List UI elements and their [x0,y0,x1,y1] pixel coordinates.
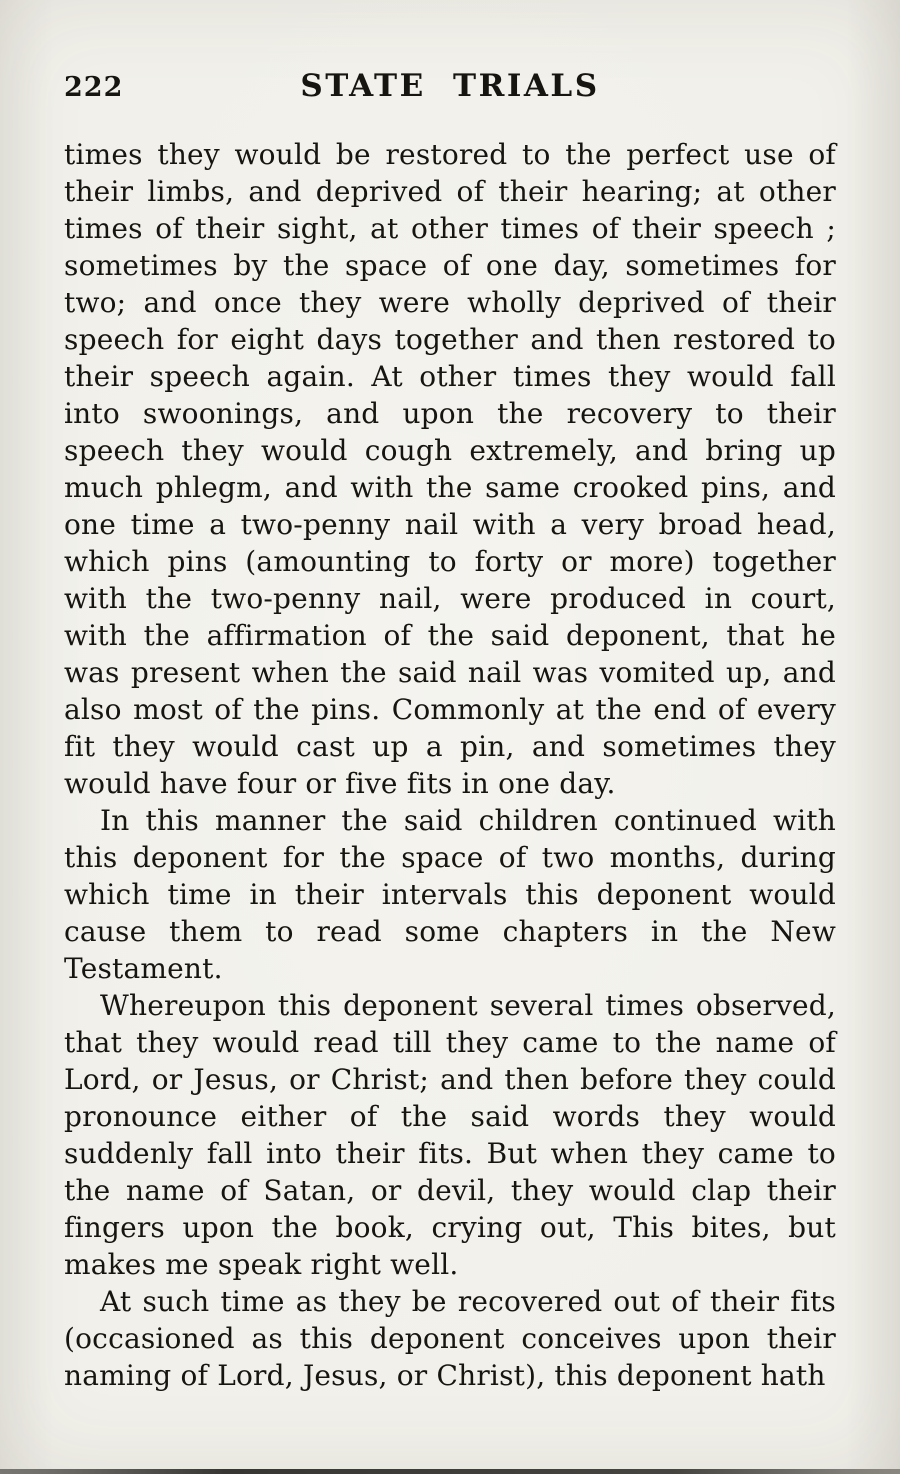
running-title: STATE TRIALS [300,68,600,104]
body-paragraph: In this manner the said children continued with this deponent for the space of two months, during which time in their intervals this deponent would cause them to read some chapters in the New Testament. [64,804,836,985]
page-body [64,136,836,1394]
scan-edge-artifact [0,1469,900,1474]
body-paragraph: times they would be restored to the perfect use of their limbs, and deprived of their hearing; at other times of their sight, at other times of their speech ; sometimes by the space of one day, sometimes for two; and once they were wholly deprived of their speech for eight days together and then restored to their speech again. At other times they would fall into swoonings, and upon the recovery to their speech they would cough extremely, and bring up much phlegm, and with the same crooked pins, and one time a two-penny nail with a very broad head, which pins (amounting to forty or more) together with the two-penny nail, were produced in court, with the affirmation of the said deponent, that he was present when the said nail was vomited up, and also most of the pins. Commonly at the end of every fit they would cast up a pin, and sometimes they would have four or five fits in one day. [64,138,836,800]
page-header [0,0,900,112]
body-paragraph: At such time as they be recovered out of their fits (occasioned as this deponent conceives upon their naming of Lord, Jesus, or Christ), this deponent hath [64,1285,836,1392]
page-number: 222 [64,72,124,103]
body-paragraph: Whereupon this deponent several times observed, that they would read till they came to the name of Lord, or Jesus, or Christ; and then before they could pronounce either of the said words they would suddenly fall into their fits. But when they came to the name of Satan, or devil, they would clap their fingers upon the book, crying out, This bites, but makes me speak right well. [64,989,836,1281]
